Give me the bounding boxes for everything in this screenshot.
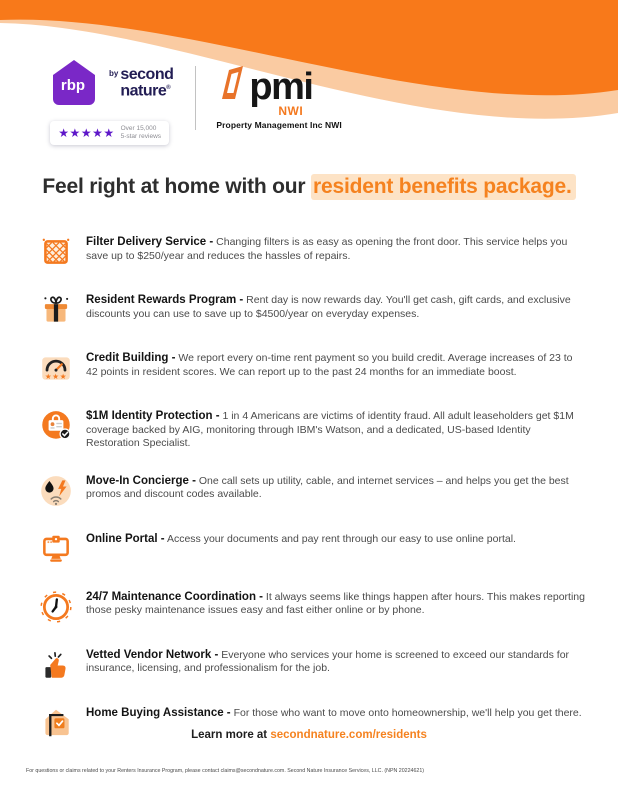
title-highlight: resident benefits package. [311,174,576,200]
reviews-count: Over 15,000 [120,125,157,132]
monitor-icon [36,531,76,567]
benefit-title: Credit Building - [86,352,176,364]
svg-text:★: ★ [59,372,67,382]
rbp-brand-block [46,56,173,145]
benefit-description: Rent day is now rewards day. You'll get cash, gift cards, and exclusive discounts you can use to save up to $4500/year on everyday expenses. [86,294,571,320]
list-item-move-in-concierge [36,475,588,509]
page-title [0,175,618,199]
benefit-description: 1 in 4 Americans are victims of identity fraud. All adult leaseholders get $1M coverage backed by AIG, monitoring through IBM's Watson, and a dedicated, US-based Identity Restoration Specialist. [86,410,574,449]
reviews-label: 5-star reviews [120,133,162,140]
benefit-description: We report every on-time rent payment so you build credit. Average increases of 23 to 42 points in resident scores. We can report up to the past 24 months for an immediate boost. [86,352,573,378]
list-item-maintenance-coordination [36,591,588,625]
svg-text:★: ★ [44,372,52,382]
title-prefix: Feel right at home with our [42,175,312,198]
second-nature-wordmark [109,68,173,97]
list-item-resident-rewards [36,294,588,328]
benefit-title: Resident Rewards Program - [86,294,244,306]
by-label: by [109,69,119,78]
utilities-pie-icon [36,473,76,509]
gift-box-icon [36,292,76,328]
thumbs-up-icon [36,647,76,683]
rbp-logo-icon [46,56,102,112]
list-item-vetted-vendor-network [36,649,588,683]
legal-row [0,766,618,775]
benefit-description: Everyone who services your home is screened to exceed our standards for insurance, licensing, and professionalism for the job. [86,648,570,674]
logo-row [46,56,342,145]
learn-more-link[interactable]: secondnature.com/residents [270,729,427,741]
pmi-brand-block [216,64,342,130]
registered-mark: ® [166,84,171,91]
brand-word-nature: nature® [120,81,171,99]
rbp-logo-text: rbp [60,77,86,94]
legal-disclaimer: For questions or claims related to your Renters Insurance Program, please contact claims@secondnature.com. Second Nature Insurance Services, LLC. (NPN 20224621) [26,767,425,774]
identity-badge-icon [36,408,76,444]
learn-more-prefix: Learn more at [191,729,271,741]
pmi-logo-icon [216,64,246,102]
benefit-title: Online Portal - [86,532,165,545]
brand-word-second: second [120,66,174,83]
benefit-description: Changing filters is as easy as opening the front door. This service helps you save up to $250/year and reduces the hassles of repairs. [86,236,568,262]
reviews-badge [50,121,169,145]
benefit-title: Home Buying Assistance - [86,706,231,719]
benefits-list [36,236,588,741]
pmi-company-name: Property Management Inc NWI [216,120,342,130]
benefit-description: For those who want to move onto homeownership, we'll help you get there. [233,706,582,719]
learn-more-line [0,729,618,741]
logo-divider [195,66,196,130]
list-item-filter-delivery [36,236,588,270]
list-item-credit-building [36,352,588,386]
benefit-description: One call sets up utility, cable, and internet services – and helps you get the best promos and discount codes available. [86,474,569,500]
pmi-region-label: NWI [278,104,304,118]
benefit-title: Vetted Vendor Network - [86,648,219,661]
benefit-title: Filter Delivery Service - [86,236,214,248]
benefit-title: 24/7 Maintenance Coordination - [86,590,263,603]
air-filter-icon [36,234,76,270]
pmi-logo-text: pmi [249,66,313,108]
list-item-online-portal [36,533,588,567]
benefit-description: Access your documents and pay rent through our easy to use online portal. [166,532,516,545]
benefit-title: Move-In Concierge - [86,474,196,487]
list-item-identity-protection [36,410,588,451]
svg-text:★: ★ [52,372,59,382]
credit-gauge-icon [36,350,76,386]
benefit-title: $1M Identity Protection - [86,410,220,422]
benefit-description: It always seems like things happen after hours. This makes reporting those pesky maintenance issues easy and fast either online or by phone. [86,590,585,616]
clock-icon [36,589,76,625]
five-stars-icon: ★★★★★ [58,126,115,140]
